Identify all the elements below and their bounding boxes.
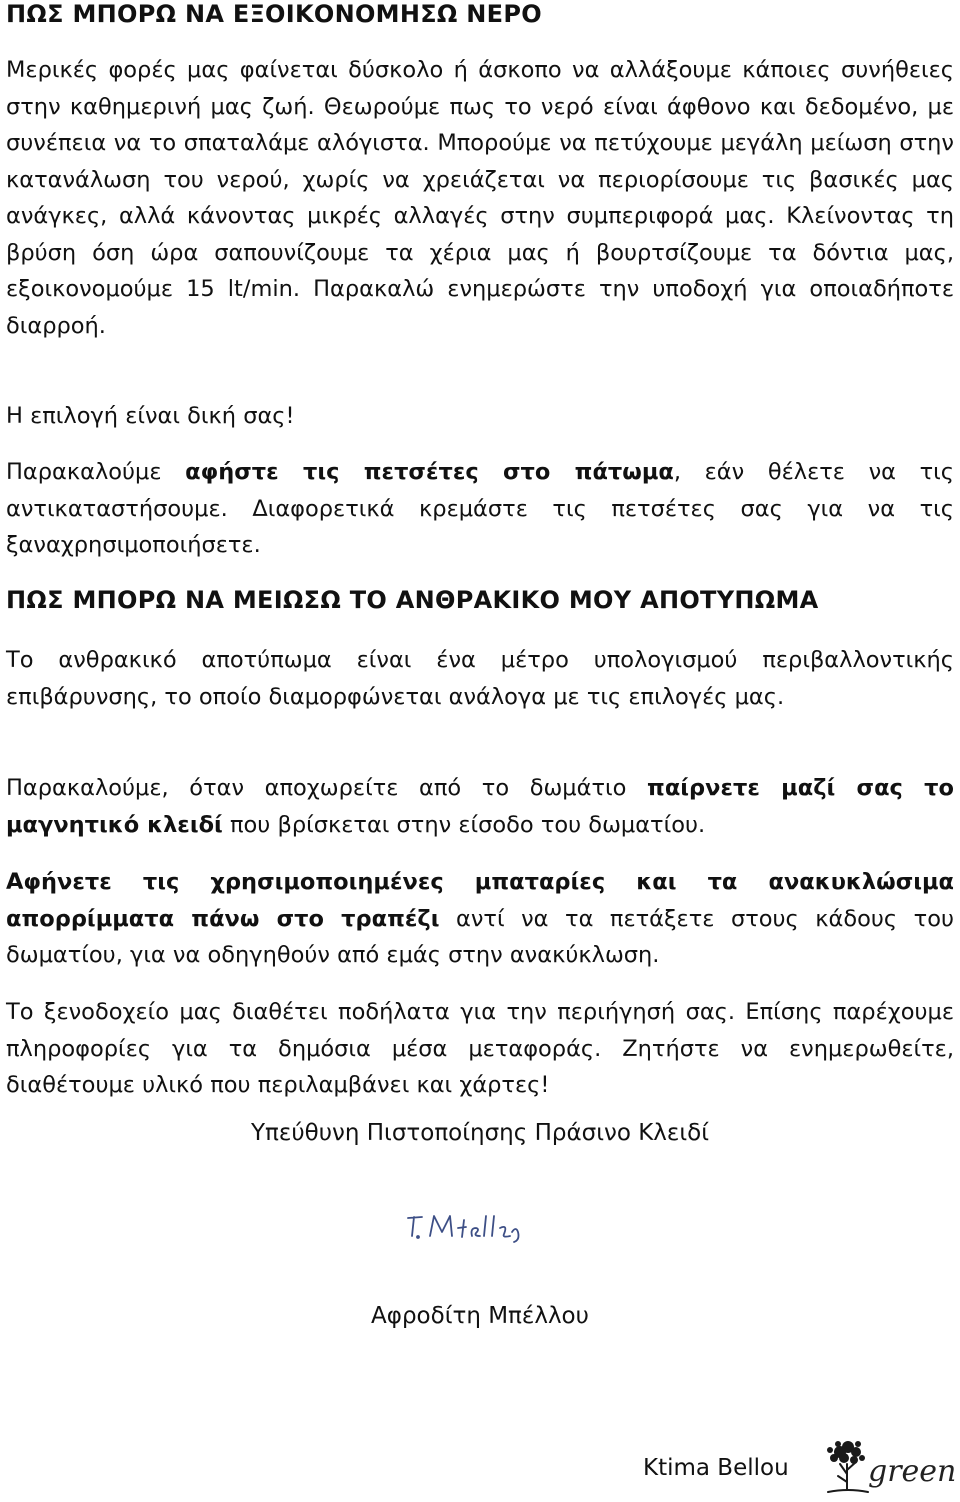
water-paragraph-3: [6, 454, 954, 564]
carbon-paragraph-3: [6, 864, 954, 974]
carbon-paragraph-3-bold: Αφήνετε τις χρησιμοποιημένες μπαταρίες και τα ανακυκλώσιμα απορρίμματα πάνω στο τραπέζι: [6, 869, 954, 932]
carbon-paragraph-2-start: Παρακαλούμε, όταν αποχωρείτε από το δωμάτιο: [6, 775, 648, 801]
water-paragraph-3-bold: αφήστε τις πετσέτες στο πάτωμα: [185, 459, 674, 485]
carbon-paragraph-1: Το ανθρακικό αποτύπωμα είναι ένα μέτρο υπολογισμού περιβαλλοντικής επιβάρυνσης, το οποίο διαμορφώνεται ανάλογα με τις επιλογές μας.: [6, 647, 954, 710]
carbon-paragraph-2-bold: παίρνετε μαζί σας το μαγνητικό κλειδί: [6, 775, 954, 838]
water-paragraph-3-end: , εάν θέλετε να τις αντικαταστήσουμε. Διαφορετικά κρεμάστε τις πετσέτες σας για να τις ξαναχρησιμοποιήσετε.: [6, 459, 954, 558]
water-heading: ΠΩΣ ΜΠΟΡΩ ΝΑ ΕΞΟΙΚΟΝΟΜΗΣΩ ΝΕΡΟ: [6, 0, 542, 28]
water-paragraph-2: Η επιλογή είναι δική σας!: [6, 403, 295, 429]
logo-wordmark: green: [868, 1454, 957, 1489]
signoff-name: Αφροδίτη Μπέλλου: [371, 1303, 589, 1329]
water-paragraph-1: Μερικές φορές μας φαίνεται δύσκολο ή άσκοπο να αλλάξουμε κάποιες συνήθειες στην καθημερινή μας ζωή. Θεωρούμε πως το νερό είναι άφθονο και δεδομένο, με συνέπεια να το σπαταλάμε αλόγιστα. Μπορούμε να πετύχουμε μεγάλη μείωση στην κατανάλωση του νερού, χωρίς να χρειάζεται να περιορίσουμε τις βασικές μας ανάγκες, αλλά κάνοντας μικρές αλλαγές στην συμπεριφορά μας. Κλείνοντας τη βρύση όση ώρα σαπουνίζουμε τα χέρια μας ή βουρτσίζουμε τα δόντια μας, εξοικονομούμε 15 lt/min. Παρακαλώ ενημερώστε την υποδοχή για οποιαδήποτε διαρροή.: [6, 57, 954, 339]
carbon-paragraph-2: [6, 770, 954, 843]
carbon-paragraph-2-end: που βρίσκεται στην είσοδο του δωματίου.: [222, 811, 706, 838]
footer-brand: Ktima Bellou: [643, 1455, 789, 1481]
carbon-paragraph-3-end: αντί να τα πετάξετε στους κάδους του δωματίου, για να οδηγηθούν από εμάς στην ανακύκλωση.: [6, 905, 954, 968]
water-paragraph-3-start: Παρακαλούμε: [6, 459, 186, 485]
signoff-role: Υπεύθυνη Πιστοποίησης Πράσινο Κλειδί: [251, 1120, 709, 1146]
carbon-heading: ΠΩΣ ΜΠΟΡΩ ΝΑ ΜΕΙΩΣΩ ΤΟ ΑΝΘΡΑΚΙΚΟ ΜΟΥ ΑΠΟΤΥΠΩΜΑ: [6, 586, 819, 614]
carbon-paragraph-4: Το ξενοδοχείο μας διαθέτει ποδήλατα για την περιήγησή σας. Επίσης παρέχουμε πληροφορίες για τα δημόσια μέσα μεταφοράς. Ζητήστε να ενημερωθείτε, διαθέτουμε υλικό που περιλαμβάνει και χάρτες!: [6, 999, 954, 1098]
handwritten-signature: [400, 1206, 540, 1246]
